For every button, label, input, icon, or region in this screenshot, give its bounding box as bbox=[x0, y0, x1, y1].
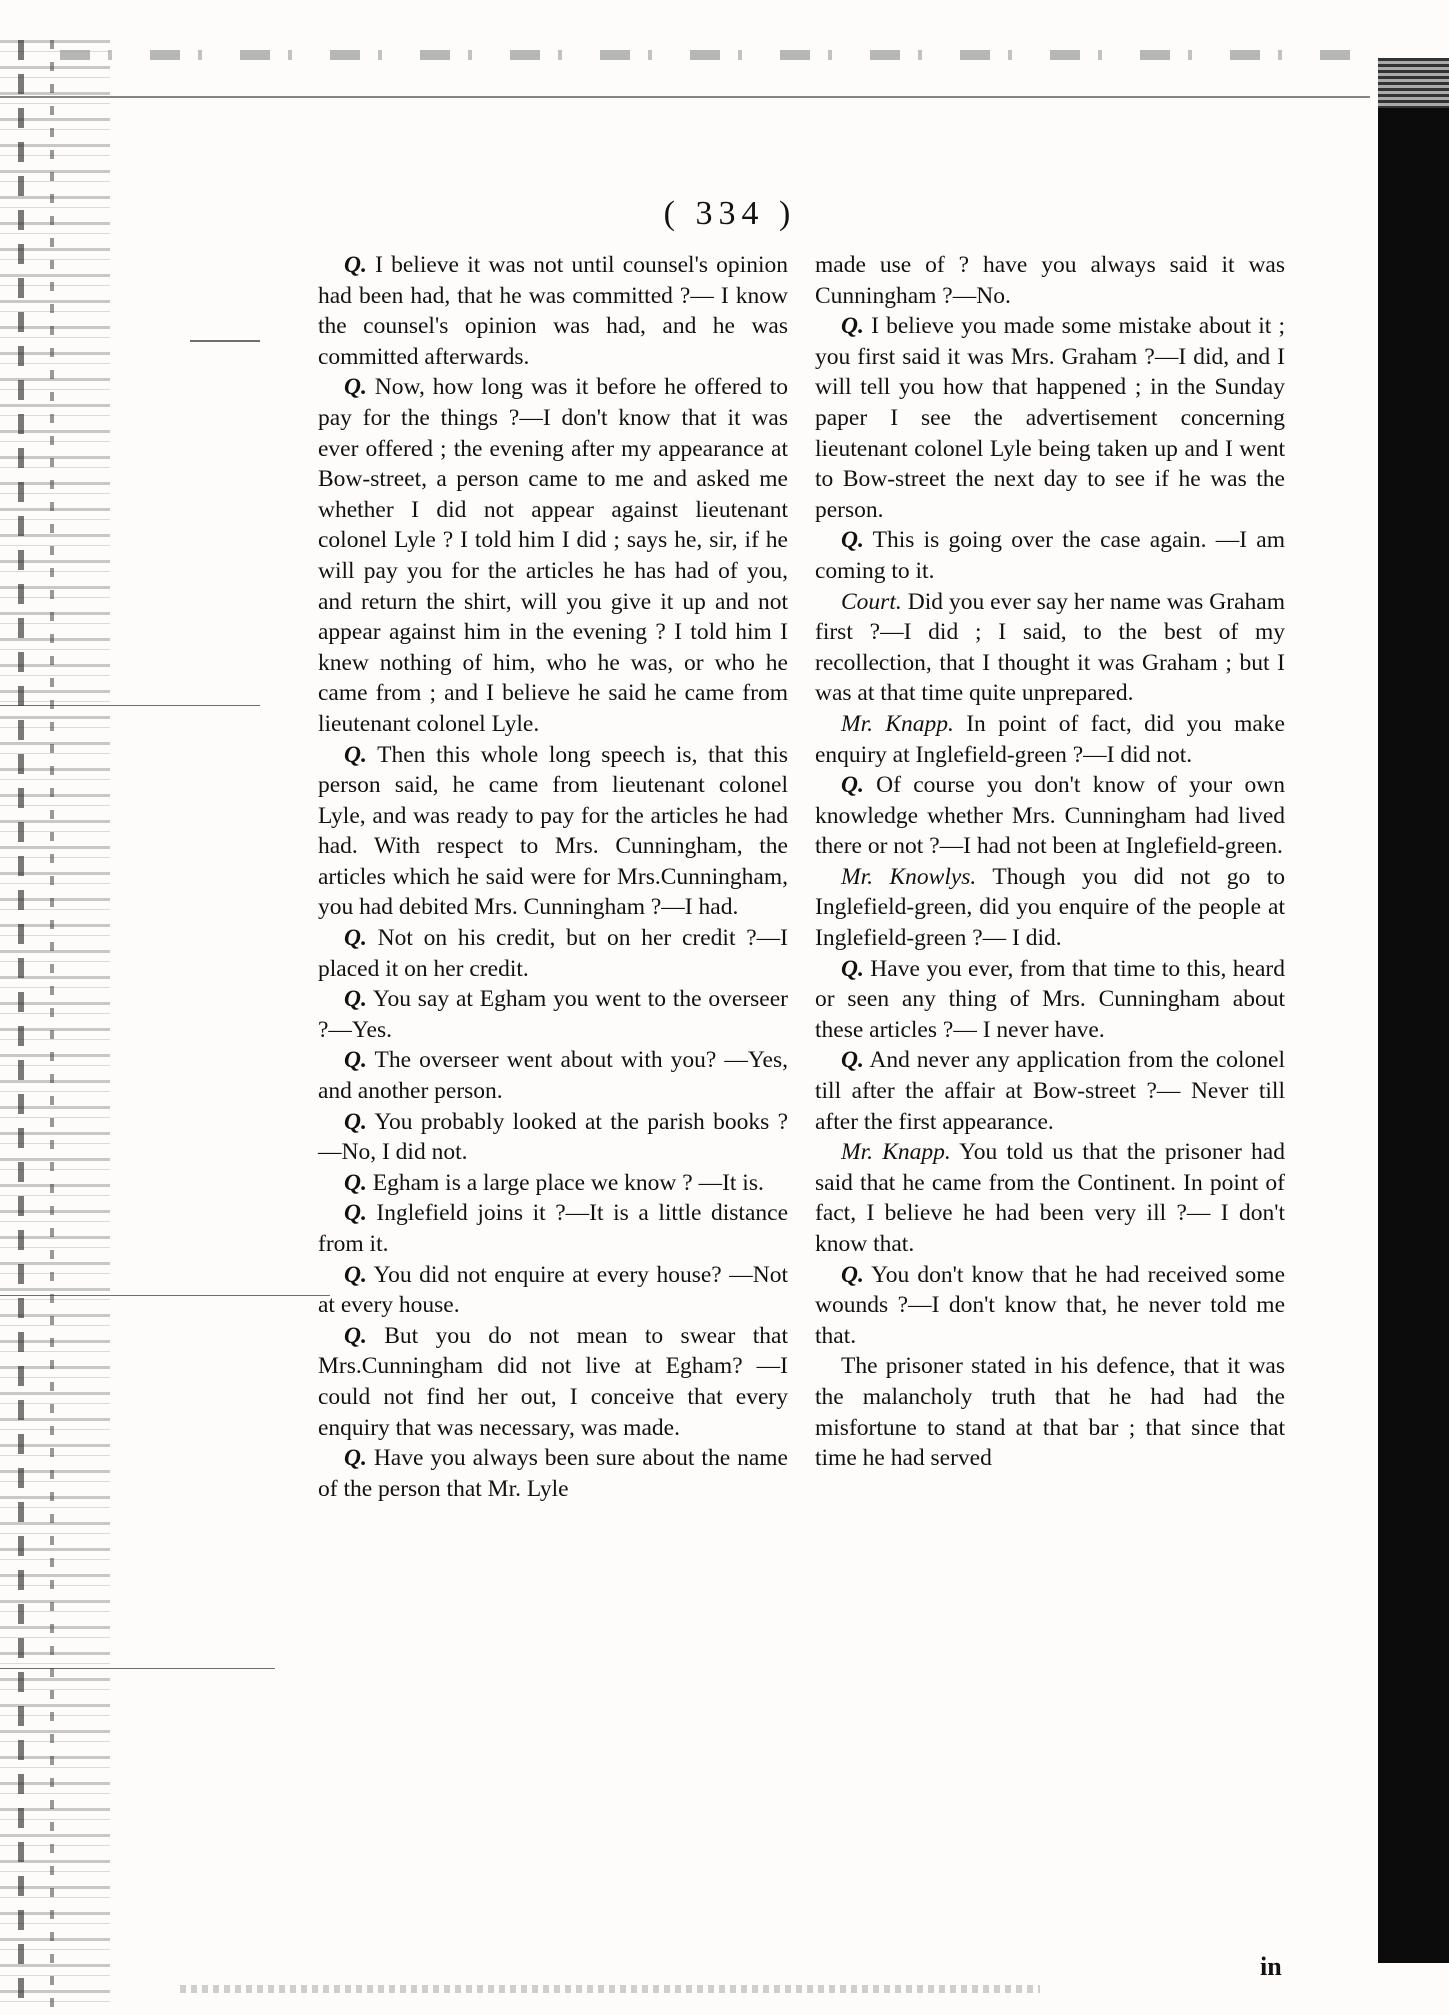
paragraph: Mr. Knowlys. Though you did not go to Inglefield-green, did you enquire of the people at Inglefield-green ?— I did. bbox=[815, 863, 1285, 952]
paragraph: The prisoner stated in his defence, that it was the malancholy truth that he had had the misfortune to stand at that bar ; that since that time he had served bbox=[815, 1353, 1285, 1472]
scan-binding-edge-dark bbox=[18, 40, 24, 2010]
margin-mark bbox=[0, 705, 260, 706]
paragraph: Q. And never any application from the colonel till after the affair at Bow-street ?— Never till after the first appearance. bbox=[815, 1047, 1285, 1135]
speaker-label: Mr. Knowlys. bbox=[841, 863, 977, 890]
right-column bbox=[815, 250, 1285, 1474]
scan-noise-bottom bbox=[180, 1985, 1040, 1993]
scan-edge-right-top bbox=[1378, 58, 1449, 108]
paragraph: Q. You probably looked at the parish books ?—No, I did not. bbox=[318, 1108, 788, 1166]
paragraph: Q. Then this whole long speech is, that this person said, he came from lieutenant colonel Lyle, and was ready to pay for the articles he had had. With respect to Mrs. Cunningham, the articles which he said were for Mrs.Cunningham, you had debited Mrs. Cunningham ?—I had. bbox=[318, 741, 788, 921]
paragraph: Q. Have you always been sure about the name of the person that Mr. Lyle bbox=[318, 1445, 788, 1502]
speaker-label: Mr. Knapp. bbox=[841, 710, 954, 737]
catchword: in bbox=[1260, 1952, 1282, 1981]
paragraph: Q. Of course you don't know of your own knowledge whether Mrs. Cunningham had lived there or not ?—I had not been at Inglefield-green. bbox=[815, 772, 1285, 860]
paragraph: Q. Not on his credit, but on her credit ?—I placed it on her credit. bbox=[318, 925, 788, 982]
paragraph: Q. I believe you made some mistake about it ; you first said it was Mrs. Graham ?—I did, and I will tell you how that happened ; in the Sunday paper I see the advertisement concerning lieutenant colonel Lyle being taken up and I went to Bow-street the next day to see if he was the person. bbox=[815, 313, 1285, 523]
paragraph: Mr. Knapp. In point of fact, did you make enquiry at Inglefield-green ?—I did not. bbox=[815, 710, 1285, 768]
scan-rule-top bbox=[0, 96, 1370, 98]
paragraph: Q. Now, how long was it before he offered to pay for the things ?—I don't know that it was ever offered ; the evening after my appearance at Bow-street, a person came to me and asked me whether I did not appear against lieutenant colonel Lyle ? I told him I did ; says he, sir, if he will pay you for the articles he has had of you, and return the shirt, will you give it up and not appear against him in the evening ? I told him I knew nothing of him, who he was, or who he came from ; and I believe he said he came from lieutenant colonel Lyle. bbox=[318, 374, 788, 737]
speaker-label: Mr. Knapp. bbox=[841, 1139, 951, 1166]
paragraph: Court. Did you ever say her name was Graham first ?—I did ; I said, to the best of my recollection, that I thought it was Graham ; but I was at that time quite unprepared. bbox=[815, 588, 1285, 707]
paragraph: Q. Have you ever, from that time to this, heard or seen any thing of Mrs. Cunningham about these articles ?— I never have. bbox=[815, 955, 1285, 1043]
paragraph: Q. You say at Egham you went to the overseer ?—Yes. bbox=[318, 986, 788, 1043]
scan-edge-right bbox=[1378, 108, 1449, 1963]
paragraph: Q. I believe it was not until counsel's opinion had been had, that he was committed ?— I know the counsel's opinion was had, and he was committed afterwards. bbox=[318, 252, 788, 370]
paragraph: Q. You did not enquire at every house? —Not at every house. bbox=[318, 1261, 788, 1319]
paragraph: Mr. Knapp. You told us that the prisoner had said that he came from the Continent. In point of fact, I believe he had been very ill ?— I don't know that. bbox=[815, 1139, 1285, 1257]
margin-mark bbox=[0, 1295, 330, 1296]
paragraph: Q. The overseer went about with you? —Yes, and another person. bbox=[318, 1047, 788, 1105]
margin-mark bbox=[0, 1668, 275, 1669]
margin-mark bbox=[190, 340, 260, 342]
paragraph: Q. But you do not mean to swear that Mrs.Cunningham did not live at Egham? —I could not find her out, I conceive that every enquiry that was necessary, was made. bbox=[318, 1322, 788, 1441]
left-column bbox=[318, 250, 788, 1504]
paragraph: Q. Egham is a large place we know ? —It is. bbox=[344, 1169, 764, 1196]
scan-binding-edge bbox=[0, 40, 110, 2010]
scan-binding-edge-mid bbox=[50, 40, 54, 2010]
speaker-label: Court. bbox=[841, 588, 902, 615]
paragraph: Q. You don't know that he had received some wounds ?—I don't know that, he never told me that. bbox=[815, 1261, 1285, 1349]
paragraph: Q. Inglefield joins it ?—It is a little distance from it. bbox=[318, 1200, 788, 1257]
paragraph: Q. This is going over the case again. —I am coming to it. bbox=[815, 527, 1285, 584]
paragraph: made use of ? have you always said it was Cunningham ?—No. bbox=[815, 252, 1285, 309]
page-number: ( 334 ) bbox=[663, 195, 797, 232]
scan-noise-top bbox=[60, 50, 1360, 60]
